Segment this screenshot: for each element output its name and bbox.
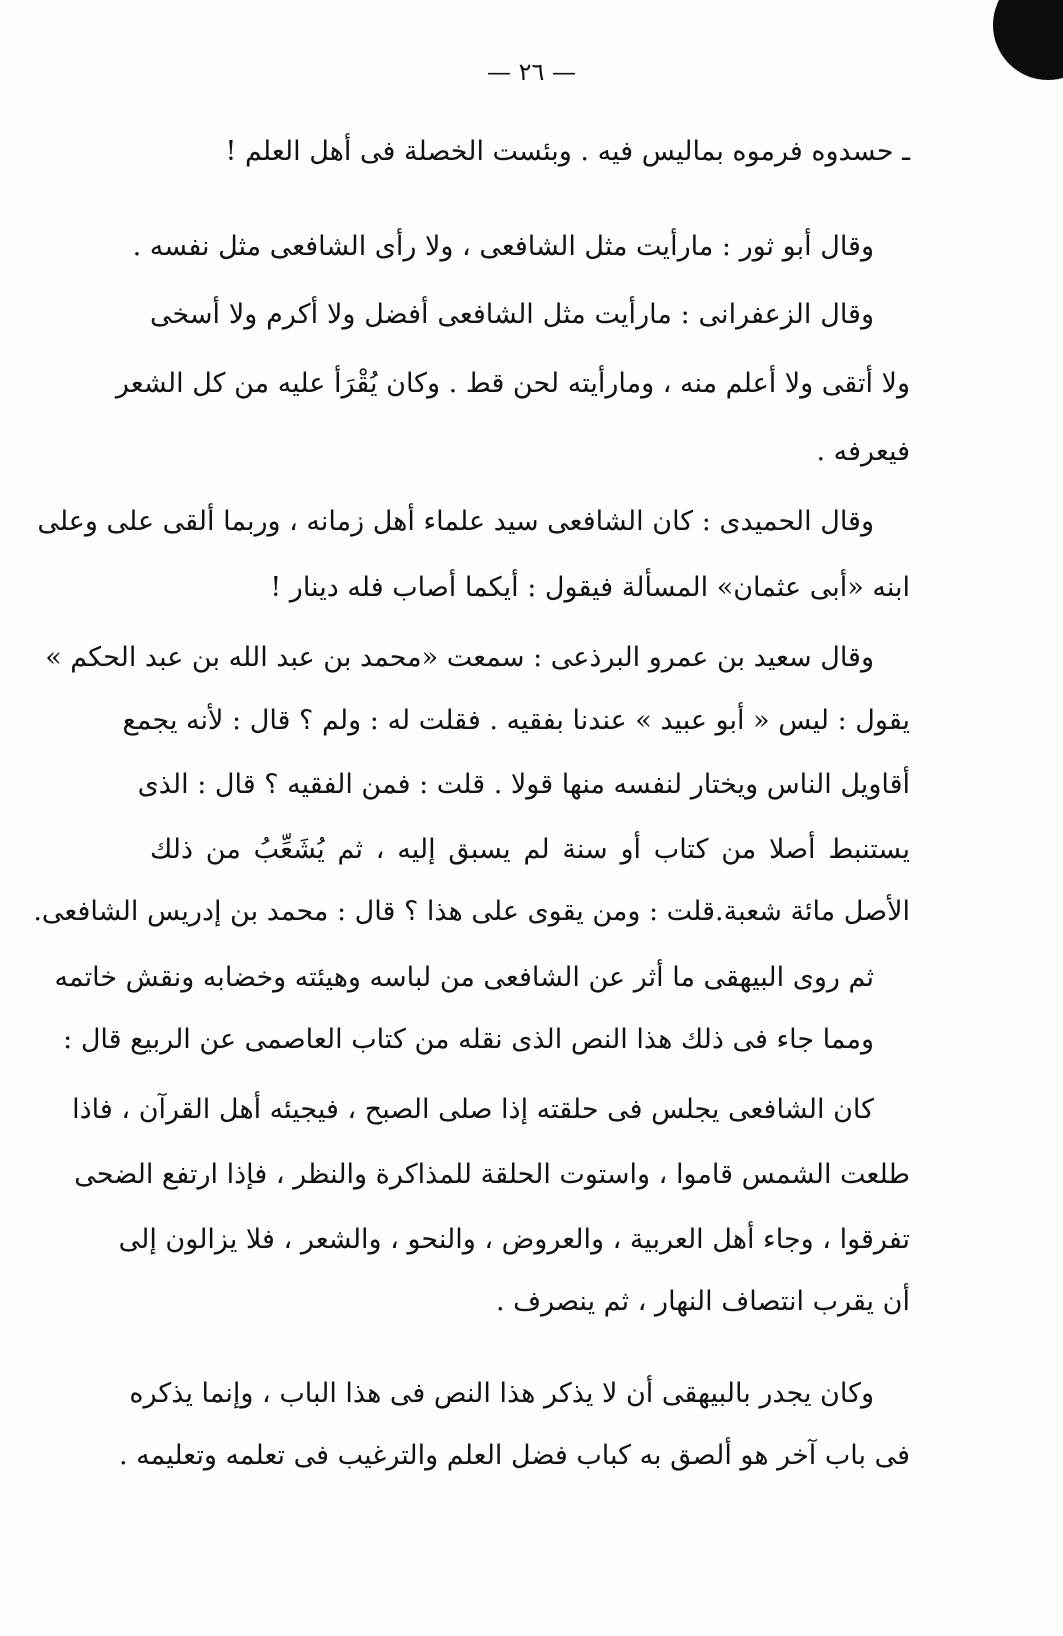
text-line-9: يقول : ليس « أبو عبيد » عندنا بفقيه . فقلت له : ولم ؟ قال : لأنه يجمع bbox=[122, 705, 910, 736]
text-line-14: ومما جاء فى ذلك هذا النص الذى نقله من كتاب العاصمى عن الربيع قال : bbox=[63, 1024, 874, 1055]
text-line-7: ابنه «أبى عثمان» المسألة فيقول : أيكما أصاب فله دينار ! bbox=[270, 572, 910, 603]
text-line-8: وقال سعيد بن عمرو البرذعى : سمعت «محمد بن عبد الله بن عبد الحكم » bbox=[45, 642, 874, 673]
text-line-10: أقاويل الناس ويختار لنفسه منها قولا . قلت : فمن الفقيه ؟ قال : الذى bbox=[137, 769, 910, 800]
text-line-2: وقال أبو ثور : مارأيت مثل الشافعى ، ولا رأى الشافعى مثل نفسه . bbox=[132, 231, 874, 262]
text-line-17: تفرقوا ، وجاء أهل العربية ، والعروض ، والنحو ، والشعر ، فلا يزالون إلى bbox=[118, 1224, 910, 1255]
page-number: — ٢٦ — bbox=[486, 58, 577, 86]
text-line-13: ثم روى البيهقى ما أثر عن الشافعى من لباسه وهيئته وخضابه ونقش خاتمه bbox=[54, 962, 874, 993]
text-line-4: ولا أتقى ولا أعلم منه ، ومارأيته لحن قط . وكان يُقْرَأ عليه من كل الشعر bbox=[115, 368, 910, 399]
body-text bbox=[33, 0, 910, 1636]
text-line-12: الأصل مائة شعبة.قلت : ومن يقوى على هذا ؟ قال : محمد بن إدريس الشافعى. bbox=[33, 896, 910, 927]
text-line-3: وقال الزعفرانى : مارأيت مثل الشافعى أفضل ولا أكرم ولا أسخى bbox=[150, 299, 874, 330]
text-line-16: طلعت الشمس قاموا ، واستوت الحلقة للمذاكرة والنظر ، فإذا ارتفع الضحى bbox=[74, 1159, 910, 1190]
text-line-5: فيعرفه . bbox=[816, 436, 910, 467]
text-line-20: فى باب آخر هو ألصق به كباب فضل العلم والترغيب فى تعلمه وتعليمه . bbox=[118, 1440, 910, 1471]
text-line-19: وكان يجدر بالبيهقى أن لا يذكر هذا النص فى هذا الباب ، وإنما يذكره bbox=[129, 1378, 874, 1409]
text-line-11: يستنبط أصلا من كتاب أو سنة لم يسبق إليه ، ثم يُشَعِّبُ من ذلك bbox=[150, 834, 910, 865]
text-line-6: وقال الحميدى : كان الشافعى سيد علماء أهل زمانه ، وربما ألقى على وعلى bbox=[37, 506, 874, 537]
text-line-15: كان الشافعى يجلس فى حلقته إذا صلى الصبح ، فيجيئه أهل القرآن ، فاذا bbox=[72, 1094, 874, 1125]
text-line-18: أن يقرب انتصاف النهار ، ثم ينصرف . bbox=[495, 1286, 910, 1317]
text-line-1: ـ حسدوه فرموه بماليس فيه . وبئست الخصلة فى أهل العلم ! bbox=[225, 136, 910, 167]
